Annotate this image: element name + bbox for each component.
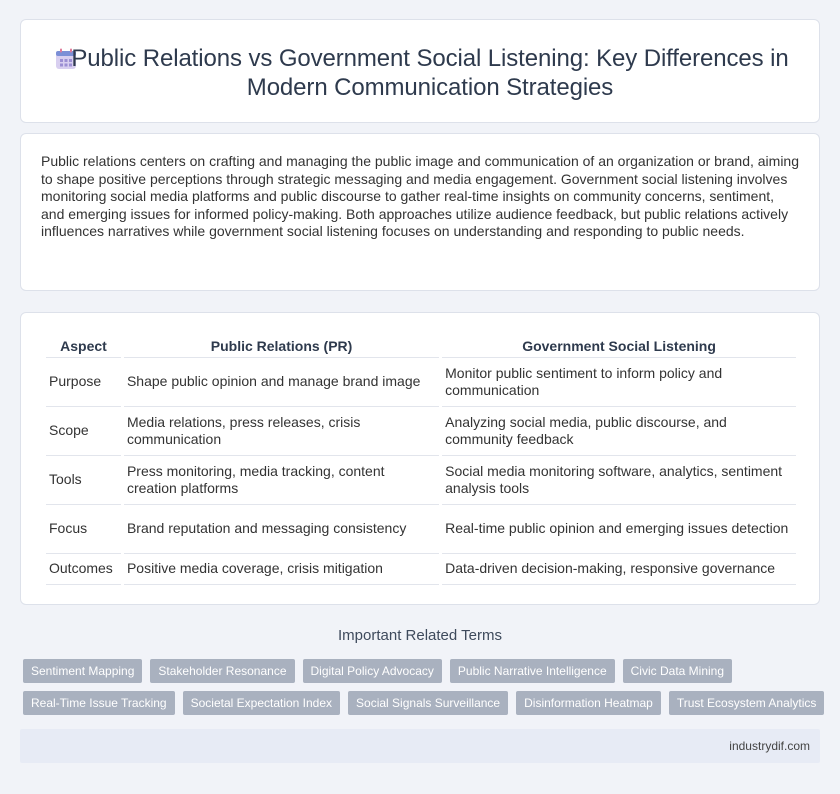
related-terms-title: Important Related Terms bbox=[338, 627, 502, 644]
header-aspect: Aspect bbox=[46, 333, 121, 358]
comparison-table bbox=[43, 333, 799, 585]
cell-pr: Brand reputation and messaging consistency bbox=[124, 505, 439, 554]
cell-aspect: Focus bbox=[46, 505, 121, 554]
tag-public-narrative-intelligence[interactable]: Public Narrative Intelligence bbox=[450, 659, 615, 683]
comparison-table-card bbox=[20, 312, 820, 605]
header-government-social-listening: Government Social Listening bbox=[442, 333, 796, 358]
table-row bbox=[46, 554, 796, 585]
intro-card bbox=[20, 133, 820, 291]
tag-societal-expectation-index[interactable]: Societal Expectation Index bbox=[183, 691, 340, 715]
cell-aspect: Scope bbox=[46, 407, 121, 456]
tag-digital-policy-advocacy[interactable]: Digital Policy Advocacy bbox=[303, 659, 442, 683]
tag-social-signals-surveillance[interactable]: Social Signals Surveillance bbox=[348, 691, 508, 715]
cell-gsl: Analyzing social media, public discourse, and community feedback bbox=[442, 407, 796, 456]
tag-disinformation-heatmap[interactable]: Disinformation Heatmap bbox=[516, 691, 661, 715]
tag-civic-data-mining[interactable]: Civic Data Mining bbox=[623, 659, 732, 683]
footer-site-link[interactable]: industrydif.com bbox=[729, 739, 810, 753]
cell-pr: Media relations, press releases, crisis communication bbox=[124, 407, 439, 456]
tag-stakeholder-resonance[interactable]: Stakeholder Resonance bbox=[150, 659, 294, 683]
tag-row bbox=[23, 659, 823, 683]
cell-gsl: Monitor public sentiment to inform policy and communication bbox=[442, 358, 796, 407]
table-header-row bbox=[46, 333, 796, 358]
tag-real-time-issue-tracking[interactable]: Real-Time Issue Tracking bbox=[23, 691, 175, 715]
cell-gsl: Data-driven decision-making, responsive governance bbox=[442, 554, 796, 585]
cell-aspect: Outcomes bbox=[46, 554, 121, 585]
table-row bbox=[46, 358, 796, 407]
intro-paragraph: Public relations centers on crafting and managing the public image and communication of an organization or brand, aiming to shape positive perceptions through strategic messaging and media engagement. Government social listening involves monitoring social media platforms and public discourse to gather real-time insights on community concerns, sentiment, and emerging issues for informed policy-making. Both approaches utilize audience feedback, but public relations actively influences narratives while government social listening focuses on understanding and responding to public needs. bbox=[41, 153, 800, 240]
cell-pr: Shape public opinion and manage brand image bbox=[124, 358, 439, 407]
table-row bbox=[46, 407, 796, 456]
tag-sentiment-mapping[interactable]: Sentiment Mapping bbox=[23, 659, 142, 683]
cell-pr: Press monitoring, media tracking, content creation platforms bbox=[124, 456, 439, 505]
header-public-relations: Public Relations (PR) bbox=[124, 333, 439, 358]
cell-gsl: Real-time public opinion and emerging issues detection bbox=[442, 505, 796, 554]
header-card bbox=[20, 19, 820, 123]
page-title: Public Relations vs Government Social Listening: Key Differences in Modern Communication Strategies bbox=[71, 45, 789, 101]
cell-aspect: Tools bbox=[46, 456, 121, 505]
cell-aspect: Purpose bbox=[46, 358, 121, 407]
cell-pr: Positive media coverage, crisis mitigation bbox=[124, 554, 439, 585]
cell-gsl: Social media monitoring software, analytics, sentiment analysis tools bbox=[442, 456, 796, 505]
table-row bbox=[46, 505, 796, 554]
related-terms-tags bbox=[23, 659, 823, 723]
tag-row bbox=[23, 691, 823, 715]
footer bbox=[20, 729, 820, 763]
table-row bbox=[46, 456, 796, 505]
tag-trust-ecosystem-analytics[interactable]: Trust Ecosystem Analytics bbox=[669, 691, 825, 715]
